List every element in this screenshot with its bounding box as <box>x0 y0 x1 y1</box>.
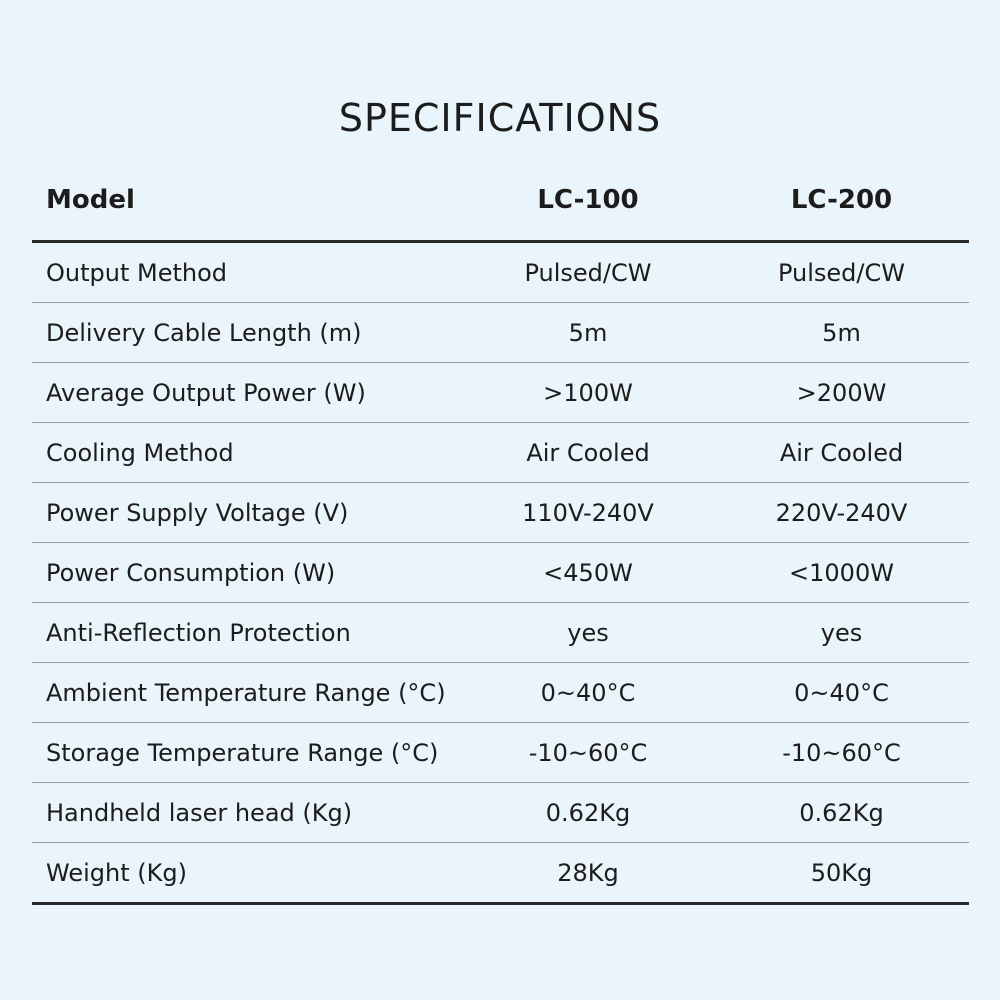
row-value-lc-200: yes <box>820 618 863 647</box>
row-label: Anti-Reflection Protection <box>46 618 351 647</box>
row-value-lc-200: 0.62Kg <box>799 798 884 827</box>
table-row <box>32 543 969 603</box>
table-row <box>32 483 969 543</box>
table-header-row <box>32 160 969 243</box>
row-label: Average Output Power (W) <box>46 378 366 407</box>
row-value-lc-100: 5m <box>568 318 608 347</box>
table-row <box>32 303 969 363</box>
row-value-lc-200: <1000W <box>789 558 894 587</box>
row-value-lc-200: 5m <box>822 318 861 347</box>
row-value-lc-100: 0.62Kg <box>545 798 631 827</box>
row-label: Cooling Method <box>46 438 234 467</box>
row-value-lc-200: Air Cooled <box>779 438 904 467</box>
row-value-lc-100: >100W <box>543 378 633 407</box>
row-value-lc-200: Pulsed/CW <box>777 258 905 287</box>
spec-table <box>32 160 969 905</box>
row-value-lc-100: 28Kg <box>557 858 619 887</box>
row-value-lc-100: Pulsed/CW <box>524 258 652 287</box>
row-label: Power Supply Voltage (V) <box>46 498 349 527</box>
row-label: Output Method <box>46 258 228 287</box>
row-label: Ambient Temperature Range (°C) <box>46 678 446 707</box>
row-value-lc-200: 0~40°C <box>794 678 889 707</box>
table-row <box>32 783 969 843</box>
row-value-lc-100: <450W <box>543 558 633 587</box>
table-row <box>32 663 969 723</box>
table-row <box>32 723 969 783</box>
table-row <box>32 243 969 303</box>
page-title: SPECIFICATIONS <box>338 96 662 140</box>
header-model-label: Model <box>46 185 135 215</box>
row-label: Storage Temperature Range (°C) <box>46 738 439 767</box>
table-row <box>32 603 969 663</box>
row-value-lc-100: -10~60°C <box>528 738 648 767</box>
row-value-lc-200: 220V-240V <box>775 498 908 527</box>
row-value-lc-200: 50Kg <box>810 858 873 887</box>
row-label: Power Consumption (W) <box>46 558 336 587</box>
row-value-lc-100: 0~40°C <box>540 678 636 707</box>
row-label: Handheld laser head (Kg) <box>46 798 353 827</box>
header-model-lc-200: LC-200 <box>790 185 893 215</box>
row-value-lc-100: 110V-240V <box>522 498 654 527</box>
row-label: Weight (Kg) <box>46 858 187 887</box>
row-value-lc-200: -10~60°C <box>782 738 901 767</box>
table-row <box>32 843 969 905</box>
row-value-lc-200: >200W <box>796 378 887 407</box>
table-row <box>32 363 969 423</box>
row-value-lc-100: Air Cooled <box>526 438 650 467</box>
row-label: Delivery Cable Length (m) <box>46 318 362 347</box>
header-model-lc-100: LC-100 <box>537 185 639 215</box>
row-value-lc-100: yes <box>567 618 609 647</box>
table-row <box>32 423 969 483</box>
